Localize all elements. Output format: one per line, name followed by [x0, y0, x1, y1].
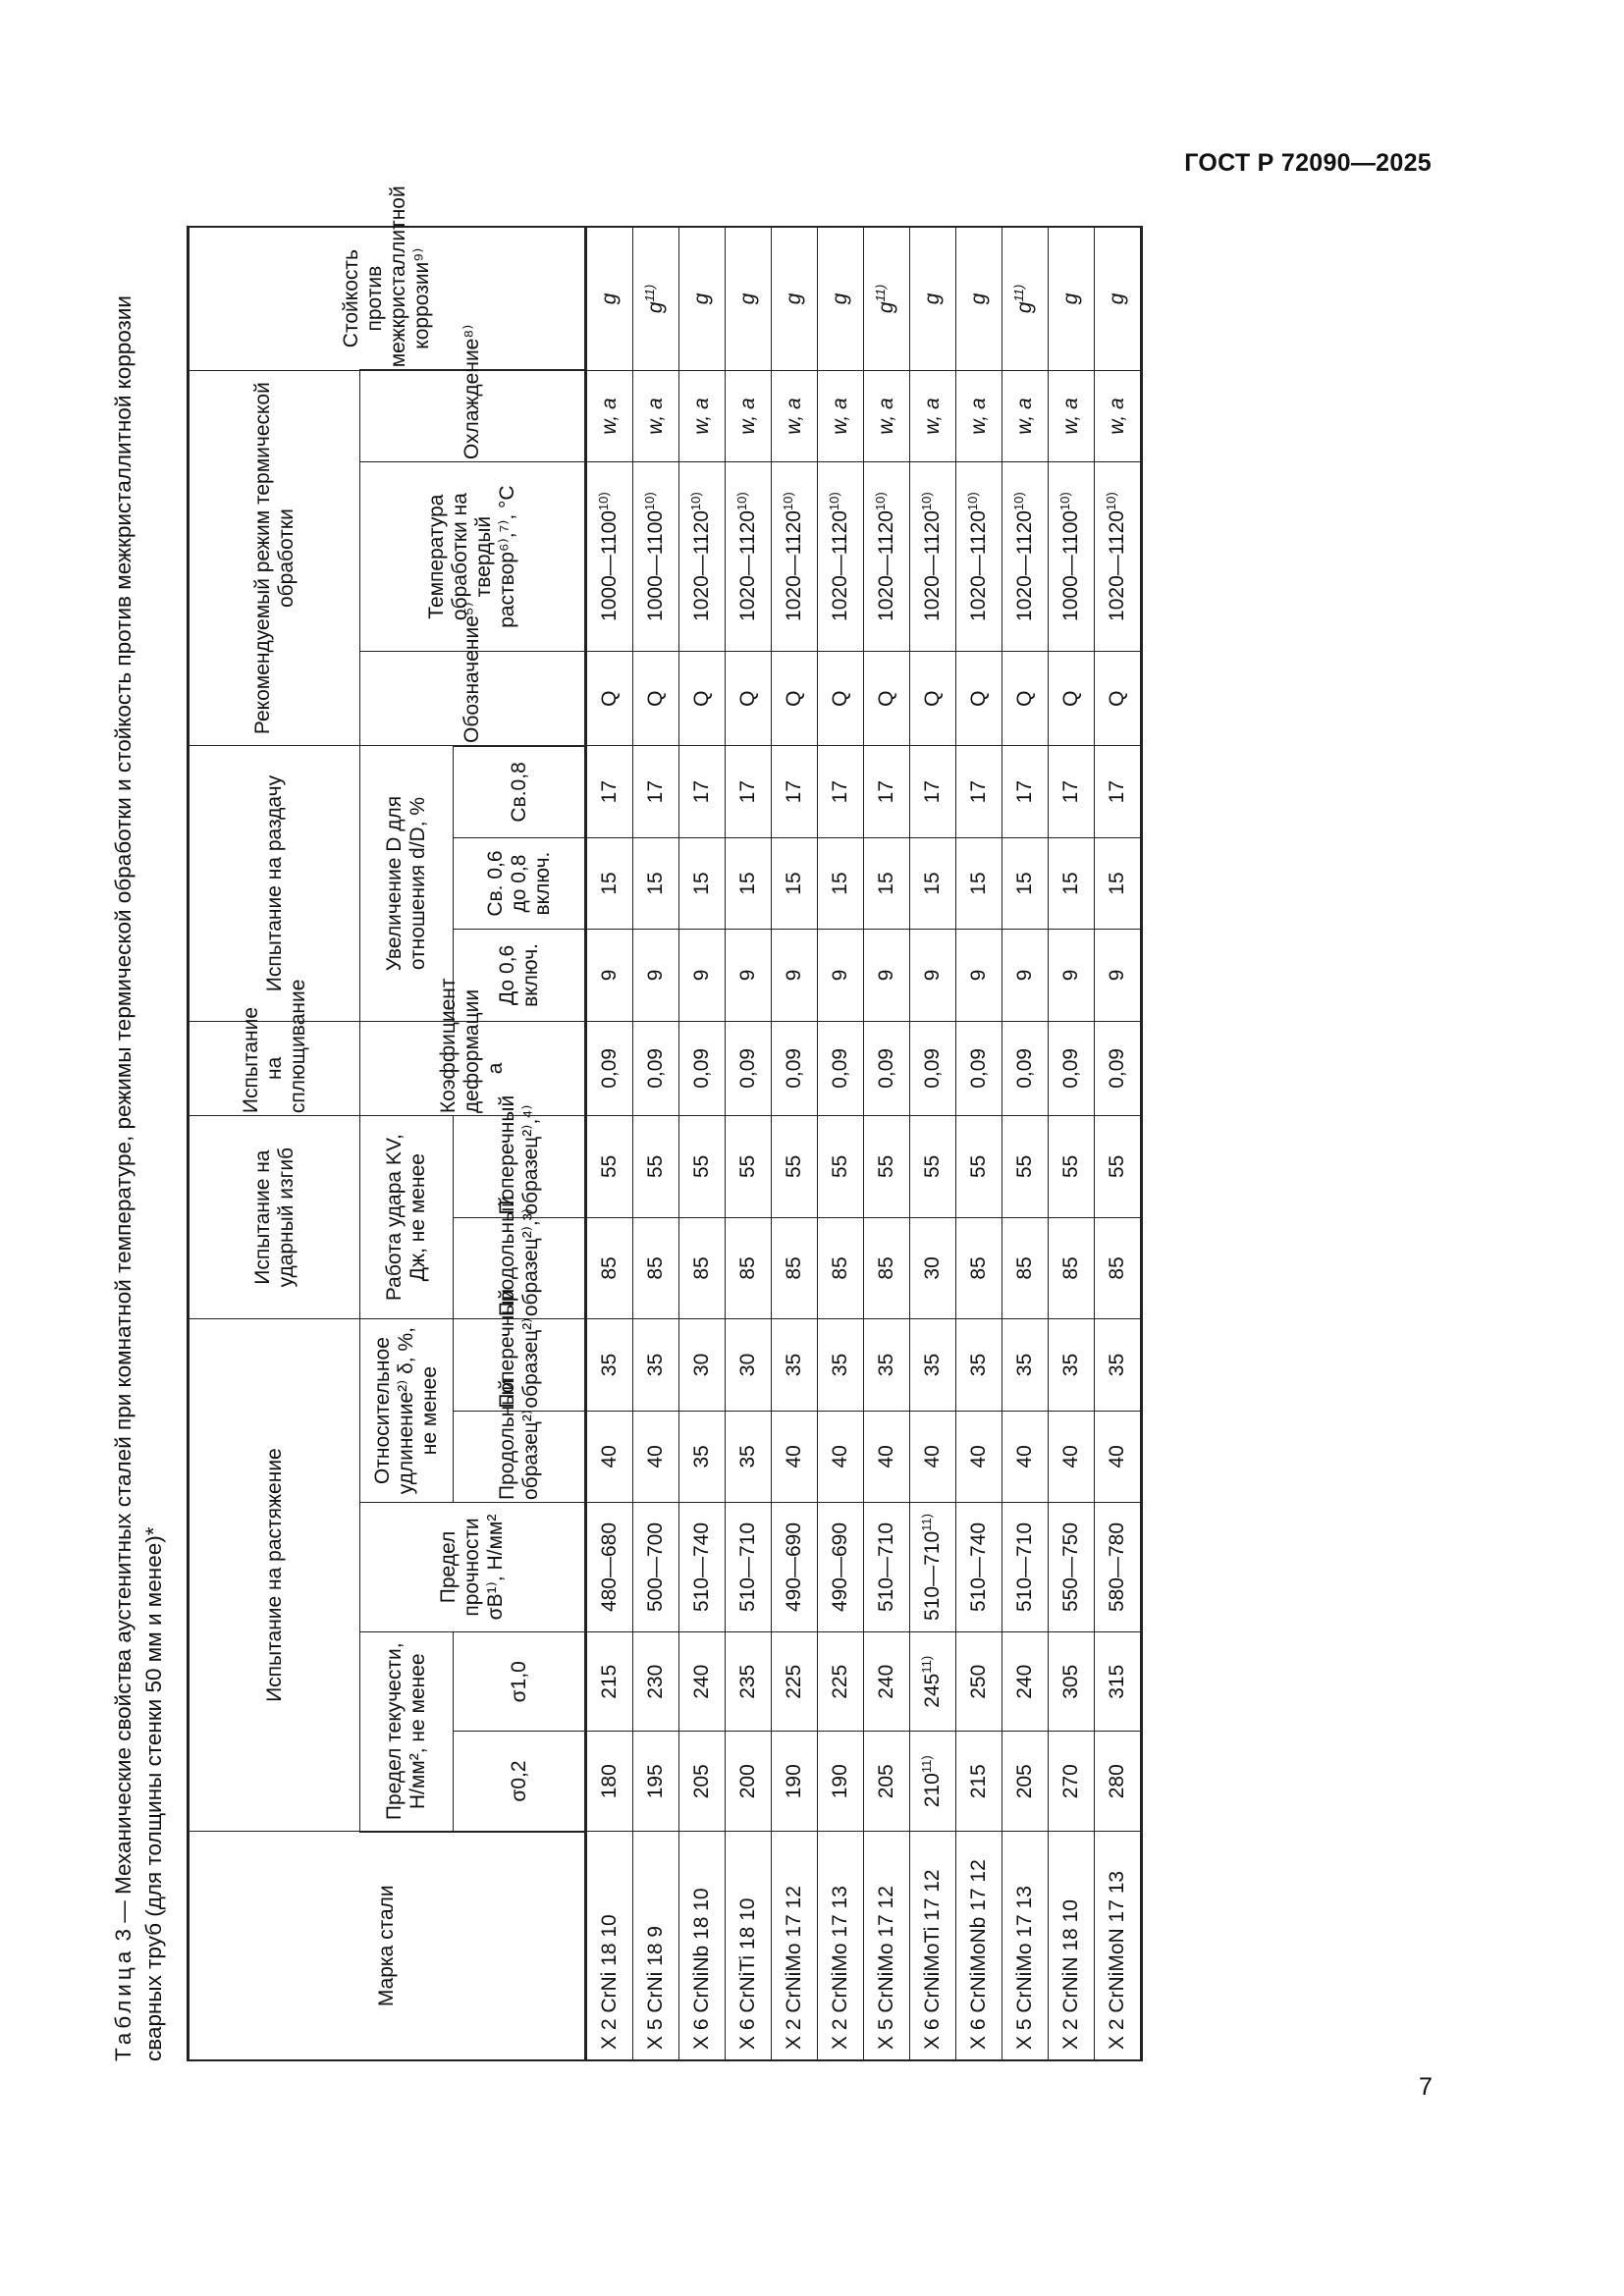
cell-tensile: 510—740 [679, 1503, 726, 1632]
cell-grade: X 2 CrNiMo 17 12 [772, 1832, 818, 2060]
cell-a: 0,09 [864, 1021, 910, 1115]
cell-s10: 240 [1002, 1631, 1049, 1732]
col-s02: σ0,2 [454, 1732, 586, 1832]
cell-e1: 9 [1049, 930, 1095, 1021]
cell-temp: 1000—1100$^{10)}$ [633, 462, 679, 652]
table-row [726, 227, 772, 2060]
group-heat: Рекомендуемый режим термической обработки [189, 370, 360, 746]
cell-a: 0,09 [633, 1021, 679, 1115]
col-elong-trans: Поперечный образец²⁾ [454, 1319, 586, 1411]
cell-temp: 1020—1120$^{10)}$ [910, 462, 956, 652]
cell-e3: 17 [633, 746, 679, 837]
cell-s02: 180 [586, 1732, 633, 1832]
cell-kv-l: 85 [1049, 1217, 1095, 1319]
cell-tensile: 510—740 [956, 1503, 1002, 1632]
cell-e3: 17 [1002, 746, 1049, 837]
cell-e3: 17 [864, 746, 910, 837]
cell-tensile: 510—710 [726, 1503, 772, 1632]
col-deform: Коэффициент деформации a [360, 1021, 586, 1115]
cell-e2: 15 [956, 837, 1002, 929]
cell-grade: X 6 CrNiNb 18 10 [679, 1832, 726, 2060]
cell-kv-t: 55 [633, 1116, 679, 1218]
cell-kv-l: 85 [956, 1217, 1002, 1319]
group-flatten: Испытание на сплющивание [189, 1021, 360, 1115]
cell-grade: X 2 CrNi 18 10 [586, 1832, 633, 2060]
cell-corr: $g^{11)}$ [1002, 227, 1049, 370]
table-row [586, 227, 633, 2060]
cell-cool: w, a [1095, 370, 1142, 461]
cell-el-l: 40 [1049, 1411, 1095, 1502]
cell-des: Q [726, 652, 772, 746]
cell-grade: X 6 CrNiTi 18 10 [726, 1832, 772, 2060]
cell-e1: 9 [679, 930, 726, 1021]
cell-el-t: 35 [772, 1319, 818, 1411]
cell-cool: w, a [956, 370, 1002, 461]
cell-e2: 15 [772, 837, 818, 929]
col-expand-incr: Увеличение D для отношения d/D, % [360, 746, 454, 1021]
cell-kv-l: 85 [586, 1217, 633, 1319]
cell-des: Q [864, 652, 910, 746]
cell-tensile: 510—710 [864, 1503, 910, 1632]
col-temp: Температура обработки на твердый раствор⁶⁾,⁷⁾, °C [360, 462, 586, 652]
cell-e2: 15 [818, 837, 864, 929]
cell-e1: 9 [633, 930, 679, 1021]
cell-corr: $g^{11)}$ [633, 227, 679, 370]
cell-kv-l: 85 [1002, 1217, 1049, 1319]
cell-tensile: 580—780 [1095, 1503, 1142, 1632]
cell-kv-t: 55 [956, 1116, 1002, 1218]
cell-kv-l: 85 [772, 1217, 818, 1319]
col-designation: Обозначение⁵⁾ [360, 652, 586, 746]
cell-el-l: 40 [1095, 1411, 1142, 1502]
cell-cool: w, a [679, 370, 726, 461]
cell-s10: 240 [864, 1631, 910, 1732]
cell-s10: 315 [1095, 1631, 1142, 1732]
cell-cool: w, a [586, 370, 633, 461]
cell-s10: 215 [586, 1631, 633, 1732]
table-row [1049, 227, 1095, 2060]
table-row [1002, 227, 1049, 2060]
cell-s02: 190 [772, 1732, 818, 1832]
cell-grade: X 5 CrNi 18 9 [633, 1832, 679, 2060]
cell-des: Q [772, 652, 818, 746]
cell-e1: 9 [726, 930, 772, 1021]
cell-grade: X 2 CrNiMo 17 13 [818, 1832, 864, 2060]
cell-kv-t: 55 [818, 1116, 864, 1218]
col-yield: Предел текучести, Н/мм², не менее [360, 1631, 454, 1831]
cell-temp: 1020—1120$^{10)}$ [818, 462, 864, 652]
cell-el-t: 35 [1049, 1319, 1095, 1411]
cell-s10: 240 [679, 1631, 726, 1732]
cell-e2: 15 [1095, 837, 1142, 929]
cell-e1: 9 [910, 930, 956, 1021]
cell-kv-l: 30 [910, 1217, 956, 1319]
table-row [633, 227, 679, 2060]
document-header: ГОСТ Р 72090—2025 [1184, 149, 1432, 177]
cell-corr: g [956, 227, 1002, 370]
cell-temp: 1020—1120$^{10)}$ [1002, 462, 1049, 652]
cell-el-l: 35 [726, 1411, 772, 1502]
cell-el-t: 35 [633, 1319, 679, 1411]
cell-e3: 17 [586, 746, 633, 837]
cell-temp: 1020—1120$^{10)}$ [679, 462, 726, 652]
group-expand: Испытание на раздачу [189, 746, 360, 1021]
caption-number: 3 [111, 1928, 135, 1942]
cell-e2: 15 [1049, 837, 1095, 929]
cell-corr: g [1095, 227, 1142, 370]
cell-a: 0,09 [772, 1021, 818, 1115]
cell-s10: 305 [1049, 1631, 1095, 1732]
group-impact: Испытание на ударный изгиб [189, 1116, 360, 1319]
cell-s02: 205 [679, 1732, 726, 1832]
cell-el-t: 35 [1002, 1319, 1049, 1411]
cell-s10: 245$^{11)}$ [910, 1631, 956, 1732]
cell-des: Q [679, 652, 726, 746]
cell-corr: g [772, 227, 818, 370]
cell-el-t: 35 [1095, 1319, 1142, 1411]
cell-corr: g [726, 227, 772, 370]
col-corrosion: Стойкость против межкристаллитной коррозии⁹⁾ [189, 227, 586, 370]
col-cooling: Охлаждение⁸⁾ [360, 370, 586, 461]
cell-kv-t: 55 [864, 1116, 910, 1218]
properties-table [187, 186, 1143, 2061]
cell-kv-t: 55 [679, 1116, 726, 1218]
table-row [910, 227, 956, 2060]
cell-kv-t: 55 [1095, 1116, 1142, 1218]
cell-des: Q [1002, 652, 1049, 746]
table-caption [108, 226, 187, 2061]
cell-temp: 1020—1120$^{10)}$ [726, 462, 772, 652]
cell-el-l: 40 [864, 1411, 910, 1502]
cell-a: 0,09 [1002, 1021, 1049, 1115]
cell-kv-t: 55 [726, 1116, 772, 1218]
cell-s10: 235 [726, 1631, 772, 1732]
cell-cool: w, a [772, 370, 818, 461]
cell-temp: 1020—1120$^{10)}$ [772, 462, 818, 652]
cell-grade: X 6 CrNiMoTi 17 12 [910, 1832, 956, 2060]
cell-e3: 17 [910, 746, 956, 837]
cell-el-t: 35 [818, 1319, 864, 1411]
table-row [679, 227, 726, 2060]
col-impact-work: Работа удара KV, Дж, не менее [360, 1116, 454, 1319]
cell-s10: 250 [956, 1631, 1002, 1732]
cell-s02: 210$^{11)}$ [910, 1732, 956, 1832]
cell-e3: 17 [1049, 746, 1095, 837]
cell-cool: w, a [910, 370, 956, 461]
cell-kv-l: 85 [633, 1217, 679, 1319]
cell-tensile: 550—750 [1049, 1503, 1095, 1632]
cell-cool: w, a [818, 370, 864, 461]
col-impact-long: Продольный образец²⁾,³⁾ [454, 1217, 586, 1319]
caption-label: Таблица [111, 1947, 135, 2061]
cell-el-t: 30 [679, 1319, 726, 1411]
rotated-table-block [108, 186, 1143, 2061]
cell-e1: 9 [956, 930, 1002, 1021]
cell-e2: 15 [726, 837, 772, 929]
cell-grade: X 5 CrNiMo 17 13 [1002, 1832, 1049, 2060]
cell-e2: 15 [633, 837, 679, 929]
caption-text: — Механические свойства аустенитных сталей при комнатной температуре, режимы термической обработки и стойкость против межкристаллитной коррозии сварных труб (для толщины стенки 50 мм и менее)* [111, 295, 166, 2061]
cell-e3: 17 [956, 746, 1002, 837]
cell-corr: g [586, 227, 633, 370]
col-elong-long: Продольный образец²⁾ [454, 1411, 586, 1502]
cell-des: Q [818, 652, 864, 746]
cell-tensile: 510—710$^{11)}$ [910, 1503, 956, 1632]
cell-el-t: 35 [586, 1319, 633, 1411]
cell-kv-t: 55 [586, 1116, 633, 1218]
cell-corr: g [679, 227, 726, 370]
cell-temp: 1000—1100$^{10)}$ [1049, 462, 1095, 652]
cell-s10: 225 [772, 1631, 818, 1732]
cell-a: 0,09 [679, 1021, 726, 1115]
col-grade: Марка стали [189, 1832, 586, 2060]
cell-e1: 9 [586, 930, 633, 1021]
cell-s02: 205 [1002, 1732, 1049, 1832]
cell-corr: g [910, 227, 956, 370]
cell-kv-t: 55 [910, 1116, 956, 1218]
cell-s02: 270 [1049, 1732, 1095, 1832]
cell-des: Q [1095, 652, 1142, 746]
cell-e2: 15 [586, 837, 633, 929]
cell-el-t: 35 [956, 1319, 1002, 1411]
cell-el-l: 40 [633, 1411, 679, 1502]
cell-kv-l: 85 [726, 1217, 772, 1319]
cell-el-t: 30 [726, 1319, 772, 1411]
cell-el-l: 40 [586, 1411, 633, 1502]
cell-el-t: 35 [910, 1319, 956, 1411]
cell-tensile: 480—680 [586, 1503, 633, 1632]
cell-des: Q [633, 652, 679, 746]
cell-s02: 280 [1095, 1732, 1142, 1832]
page-number: 7 [1419, 2073, 1433, 2101]
cell-s10: 230 [633, 1631, 679, 1732]
cell-s02: 205 [864, 1732, 910, 1832]
cell-corr: g [818, 227, 864, 370]
cell-des: Q [956, 652, 1002, 746]
cell-tensile: 490—690 [818, 1503, 864, 1632]
table-row [818, 227, 864, 2060]
cell-kv-l: 85 [679, 1217, 726, 1319]
cell-a: 0,09 [910, 1021, 956, 1115]
cell-grade: X 6 CrNiMoNb 17 12 [956, 1832, 1002, 2060]
cell-s02: 190 [818, 1732, 864, 1832]
cell-corr: g [1049, 227, 1095, 370]
cell-kv-t: 55 [772, 1116, 818, 1218]
cell-e2: 15 [910, 837, 956, 929]
cell-el-t: 35 [864, 1319, 910, 1411]
cell-e2: 15 [864, 837, 910, 929]
cell-el-l: 40 [956, 1411, 1002, 1502]
cell-e1: 9 [1095, 930, 1142, 1021]
col-exp2: Св. 0,6 до 0,8 включ. [454, 837, 586, 929]
cell-des: Q [1049, 652, 1095, 746]
cell-a: 0,09 [726, 1021, 772, 1115]
cell-des: Q [586, 652, 633, 746]
cell-tensile: 500—700 [633, 1503, 679, 1632]
cell-a: 0,09 [586, 1021, 633, 1115]
cell-e3: 17 [772, 746, 818, 837]
cell-el-l: 35 [679, 1411, 726, 1502]
table-row [956, 227, 1002, 2060]
cell-kv-l: 85 [1095, 1217, 1142, 1319]
cell-e1: 9 [864, 930, 910, 1021]
table-body [586, 227, 1142, 2060]
cell-grade: X 5 CrNiMo 17 12 [864, 1832, 910, 2060]
cell-e2: 15 [679, 837, 726, 929]
col-exp3: Св.0,8 [454, 746, 586, 837]
col-exp1: До 0,6 включ. [454, 930, 586, 1021]
cell-kv-t: 55 [1002, 1116, 1049, 1218]
cell-e1: 9 [772, 930, 818, 1021]
cell-e1: 9 [818, 930, 864, 1021]
cell-s10: 225 [818, 1631, 864, 1732]
cell-kv-t: 55 [1049, 1116, 1095, 1218]
cell-cool: w, a [864, 370, 910, 461]
cell-e3: 17 [679, 746, 726, 837]
cell-a: 0,09 [1049, 1021, 1095, 1115]
cell-temp: 1020—1120$^{10)}$ [864, 462, 910, 652]
table-row [772, 227, 818, 2060]
cell-a: 0,09 [818, 1021, 864, 1115]
group-tension: Испытание на растяжение [189, 1319, 360, 1832]
col-tensile: Предел прочности σB¹⁾, Н/мм² [360, 1503, 586, 1632]
cell-el-l: 40 [772, 1411, 818, 1502]
cell-tensile: 490—690 [772, 1503, 818, 1632]
cell-el-l: 40 [1002, 1411, 1049, 1502]
cell-e1: 9 [1002, 930, 1049, 1021]
cell-s02: 215 [956, 1732, 1002, 1832]
cell-grade: X 2 CrNiMoN 17 13 [1095, 1832, 1142, 2060]
cell-des: Q [910, 652, 956, 746]
cell-el-l: 40 [818, 1411, 864, 1502]
cell-temp: 1000—1100$^{10)}$ [586, 462, 633, 652]
cell-cool: w, a [633, 370, 679, 461]
cell-a: 0,09 [1095, 1021, 1142, 1115]
cell-el-l: 40 [910, 1411, 956, 1502]
col-impact-trans: Поперечный образец²⁾,⁴⁾ [454, 1116, 586, 1218]
cell-cool: w, a [1049, 370, 1095, 461]
cell-kv-l: 85 [864, 1217, 910, 1319]
cell-cool: w, a [726, 370, 772, 461]
col-elongation: Относительное удлинение²⁾ δ, %, не менее [360, 1319, 454, 1503]
cell-s02: 200 [726, 1732, 772, 1832]
col-s10: σ1,0 [454, 1631, 586, 1732]
cell-temp: 1020—1120$^{10)}$ [1095, 462, 1142, 652]
cell-temp: 1020—1120$^{10)}$ [956, 462, 1002, 652]
cell-s02: 195 [633, 1732, 679, 1832]
cell-e3: 17 [726, 746, 772, 837]
cell-grade: X 2 CrNiN 18 10 [1049, 1832, 1095, 2060]
cell-tensile: 510—710 [1002, 1503, 1049, 1632]
cell-cool: w, a [1002, 370, 1049, 461]
cell-a: 0,09 [956, 1021, 1002, 1115]
cell-e2: 15 [1002, 837, 1049, 929]
cell-e3: 17 [818, 746, 864, 837]
cell-e3: 17 [1095, 746, 1142, 837]
table-row [1095, 227, 1142, 2060]
table-row [864, 227, 910, 2060]
cell-kv-l: 85 [818, 1217, 864, 1319]
cell-corr: $g^{11)}$ [864, 227, 910, 370]
